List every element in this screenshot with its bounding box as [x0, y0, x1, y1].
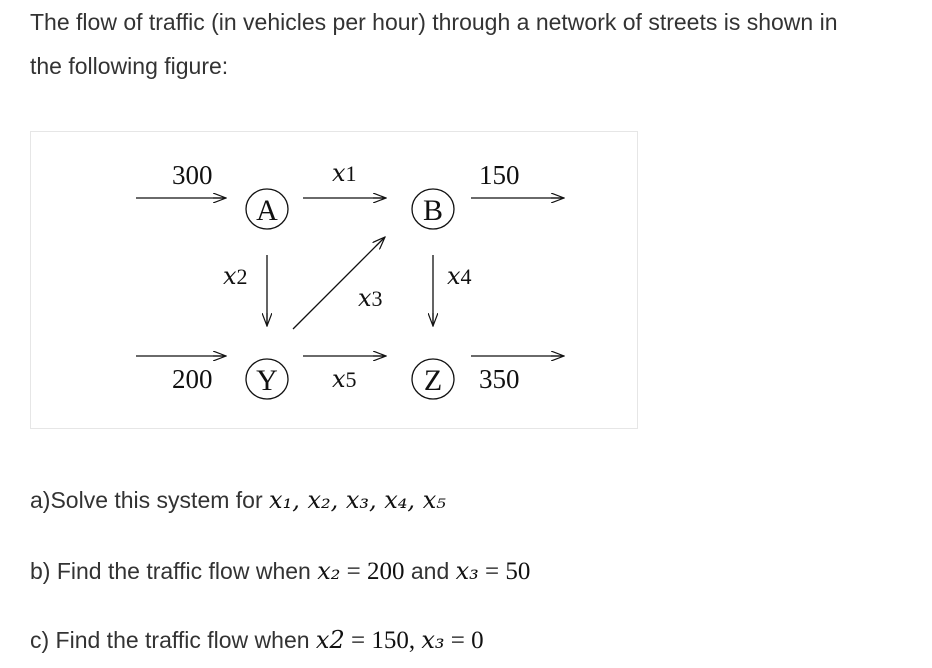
arrow-x3 — [293, 237, 385, 329]
question-c-var2: x₃ — [421, 626, 445, 654]
traffic-network-diagram — [31, 132, 637, 428]
question-c-eq2: = 0 — [444, 627, 484, 654]
node-z — [412, 359, 454, 399]
question-c-eq1: = 150, — [344, 627, 422, 654]
flow-label-200: 200 — [172, 364, 213, 394]
question-b — [30, 557, 530, 586]
flow-label-300: 300 — [172, 160, 213, 190]
traffic-network-figure — [30, 131, 638, 429]
problem-intro — [30, 0, 925, 88]
question-b-eq1: = 200 — [340, 558, 405, 585]
intro-line-2: the following figure: — [30, 53, 229, 79]
var-label-x5: x5 — [332, 365, 357, 393]
intro-line-1: The flow of traffic (in vehicles per hour) through a network of streets is shown in — [30, 9, 838, 35]
node-y-label: Y — [256, 364, 278, 397]
var-label-x4: x4 — [447, 262, 472, 290]
question-c-var1: x2 — [315, 626, 345, 654]
var-label-x2: x2 — [223, 262, 248, 290]
question-a-math: x₁, x₂, x₃, x₄, x₅ — [269, 486, 446, 514]
flow-label-150: 150 — [479, 160, 520, 190]
question-b-var1: x₂ — [317, 557, 341, 585]
var-label-x1: x1 — [332, 159, 357, 187]
var-label-x3: x3 — [358, 284, 383, 312]
question-b-and: and — [404, 558, 456, 584]
question-a-text: a)Solve this system for — [30, 487, 270, 513]
node-y — [246, 359, 288, 399]
question-b-var2: x₃ — [455, 557, 479, 585]
question-a — [30, 486, 446, 514]
node-b-label: B — [422, 194, 444, 227]
flow-label-350: 350 — [479, 364, 520, 394]
question-c-text: c) Find the traffic flow when — [30, 627, 316, 653]
node-z-label: Z — [423, 364, 443, 397]
question-c — [30, 626, 484, 655]
node-a — [246, 189, 288, 229]
node-a-label: A — [256, 194, 278, 227]
question-b-text: b) Find the traffic flow when — [30, 558, 318, 584]
node-b — [412, 189, 454, 229]
question-b-eq2: = 50 — [478, 558, 531, 585]
